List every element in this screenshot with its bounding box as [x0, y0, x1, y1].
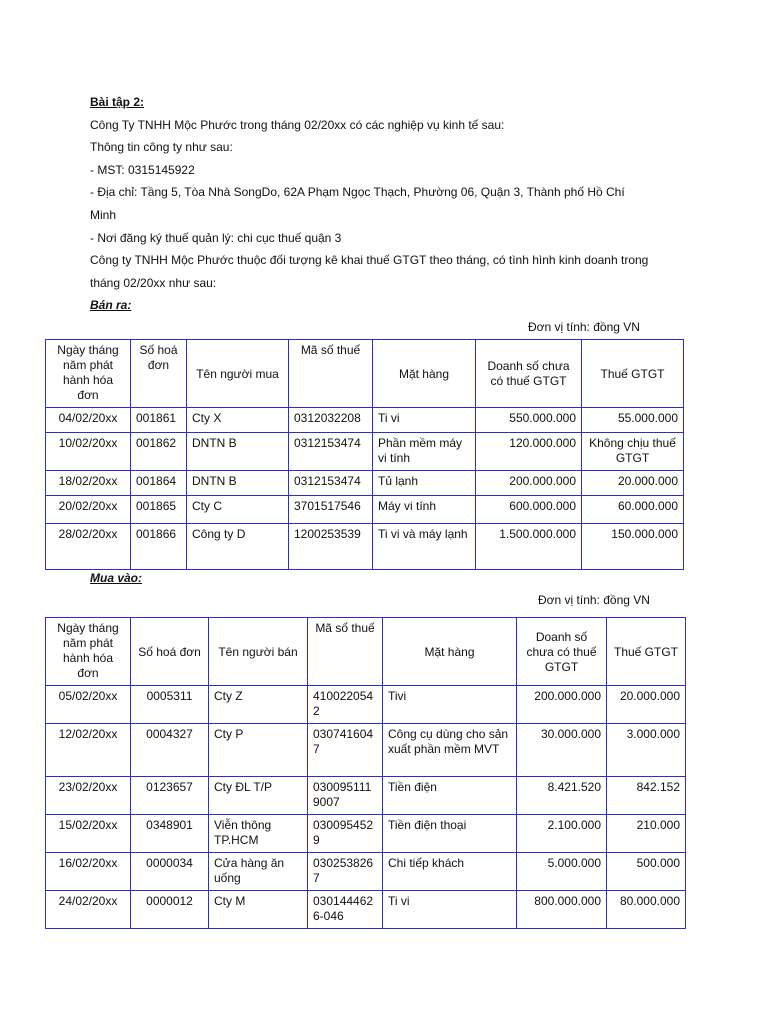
cell-revenue: 120.000.000 — [476, 433, 582, 471]
table-row — [46, 524, 684, 570]
cell-vat: 80.000.000 — [607, 891, 686, 929]
col-taxcode-header: Mã số thuế — [289, 340, 373, 408]
company-info-heading: Thông tin công ty như sau: — [90, 140, 233, 155]
cell-revenue: 30.000.000 — [517, 724, 607, 777]
tax-office-line: - Nơi đăng ký thuế quản lý: chi cục thuế quận 3 — [90, 230, 342, 245]
cell-invoice: 0000034 — [131, 853, 209, 891]
cell-revenue: 8.421.520 — [517, 777, 607, 815]
purchases-section-title: Mua vào: — [90, 571, 143, 585]
cell-seller: Cty M — [209, 891, 308, 929]
cell-taxcode: 0301444626-046 — [308, 891, 383, 929]
cell-date: 16/02/20xx — [46, 853, 131, 891]
address-line-cont: Minh — [90, 207, 117, 222]
cell-item: Ti vi và máy lạnh — [373, 524, 476, 570]
cell-vat: 3.000.000 — [607, 724, 686, 777]
cell-taxcode: 0312153474 — [289, 433, 373, 471]
cell-revenue: 200.000.000 — [476, 471, 582, 496]
cell-vat: 55.000.000 — [582, 408, 684, 433]
cell-invoice: 001864 — [131, 471, 187, 496]
col-taxcode-header: Mã số thuế — [308, 618, 383, 686]
cell-seller: Cty P — [209, 724, 308, 777]
cell-buyer: Công ty D — [187, 524, 289, 570]
declaration-line: Công ty TNHH Mộc Phước thuộc đối tượng kê khai thuế GTGT theo tháng, có tình hình kinh doanh trong — [90, 253, 649, 268]
exercise-title: Bài tập 2: — [90, 95, 145, 109]
cell-vat: 500.000 — [607, 853, 686, 891]
purchases-header-row — [46, 618, 686, 686]
cell-invoice: 001861 — [131, 408, 187, 433]
sales-section-title: Bán ra: — [90, 298, 132, 313]
cell-item: Máy vi tính — [373, 496, 476, 524]
cell-taxcode: 0312153474 — [289, 471, 373, 496]
col-date-header: Ngày tháng năm phát hành hóa đơn — [46, 618, 131, 686]
table-row — [46, 408, 684, 433]
cell-vat: 842.152 — [607, 777, 686, 815]
cell-taxcode: 4100220542 — [308, 686, 383, 724]
table-row — [46, 777, 686, 815]
cell-date: 04/02/20xx — [46, 408, 131, 433]
col-item-header: Mặt hàng — [373, 340, 476, 408]
cell-item: Ti vi — [373, 408, 476, 433]
col-seller-header: Tên người bán — [209, 618, 308, 686]
cell-invoice: 001866 — [131, 524, 187, 570]
cell-revenue: 200.000.000 — [517, 686, 607, 724]
purchases-unit-label: Đơn vị tính: đồng VN — [538, 593, 650, 607]
cell-vat: Không chịu thuế GTGT — [582, 433, 684, 471]
cell-taxcode: 0307416047 — [308, 724, 383, 777]
cell-revenue: 800.000.000 — [517, 891, 607, 929]
cell-item: Tủ lạnh — [373, 471, 476, 496]
cell-item: Công cụ dùng cho sản xuất phần mềm MVT — [383, 724, 517, 777]
col-date-header: Ngày tháng năm phát hành hóa đơn — [46, 340, 131, 408]
cell-seller: Viễn thông TP.HCM — [209, 815, 308, 853]
address-line: - Địa chỉ: Tầng 5, Tòa Nhà SongDo, 62A Phạm Ngọc Thạch, Phường 06, Quận 3, Thành phố Hồ Chí — [90, 185, 625, 200]
col-revenue-header: Doanh số chưa có thuế GTGT — [476, 340, 582, 408]
intro-line: Công Ty TNHH Mộc Phước trong tháng 02/20xx có các nghiệp vụ kinh tế sau: — [90, 117, 505, 132]
cell-buyer: Cty X — [187, 408, 289, 433]
col-invoice-header: Số hoá đơn — [131, 340, 187, 408]
cell-item: Tiền điện thoại — [383, 815, 517, 853]
cell-revenue: 600.000.000 — [476, 496, 582, 524]
sales-table — [45, 339, 684, 570]
tax-code-line: - MST: 0315145922 — [90, 162, 195, 177]
document-intro — [90, 91, 690, 317]
table-row — [46, 496, 684, 524]
cell-date: 24/02/20xx — [46, 891, 131, 929]
cell-invoice: 0123657 — [131, 777, 209, 815]
cell-invoice: 0000012 — [131, 891, 209, 929]
cell-date: 20/02/20xx — [46, 496, 131, 524]
cell-item: Chi tiếp khách — [383, 853, 517, 891]
cell-item: Ti vi — [383, 891, 517, 929]
col-vat-header: Thuế GTGT — [582, 340, 684, 408]
cell-taxcode: 0302538267 — [308, 853, 383, 891]
cell-buyer: DNTN B — [187, 433, 289, 471]
cell-invoice: 0348901 — [131, 815, 209, 853]
cell-vat: 60.000.000 — [582, 496, 684, 524]
cell-date: 10/02/20xx — [46, 433, 131, 471]
purchases-table — [45, 617, 686, 929]
declaration-line-cont: tháng 02/20xx như sau: — [90, 275, 217, 290]
col-revenue-header: Doanh số chưa có thuế GTGT — [517, 618, 607, 686]
cell-revenue: 1.500.000.000 — [476, 524, 582, 570]
cell-vat: 20.000.000 — [582, 471, 684, 496]
col-vat-header: Thuế GTGT — [607, 618, 686, 686]
table-row — [46, 891, 686, 929]
sales-header-row — [46, 340, 684, 408]
cell-date: 18/02/20xx — [46, 471, 131, 496]
cell-date: 23/02/20xx — [46, 777, 131, 815]
cell-vat: 150.000.000 — [582, 524, 684, 570]
cell-date: 12/02/20xx — [46, 724, 131, 777]
col-invoice-header: Số hoá đơn — [131, 618, 209, 686]
cell-taxcode: 1200253539 — [289, 524, 373, 570]
table-row — [46, 471, 684, 496]
col-item-header: Mặt hàng — [383, 618, 517, 686]
cell-buyer: Cty C — [187, 496, 289, 524]
cell-revenue: 5.000.000 — [517, 853, 607, 891]
cell-invoice: 001862 — [131, 433, 187, 471]
cell-vat: 210.000 — [607, 815, 686, 853]
cell-taxcode: 0300954529 — [308, 815, 383, 853]
cell-vat: 20.000.000 — [607, 686, 686, 724]
cell-item: Phần mềm máy vi tính — [373, 433, 476, 471]
cell-revenue: 2.100.000 — [517, 815, 607, 853]
cell-date: 28/02/20xx — [46, 524, 131, 570]
cell-seller: Cty ĐL T/P — [209, 777, 308, 815]
table-row — [46, 815, 686, 853]
cell-invoice: 0005311 — [131, 686, 209, 724]
cell-seller: Cty Z — [209, 686, 308, 724]
cell-invoice: 0004327 — [131, 724, 209, 777]
cell-item: Tiền điện — [383, 777, 517, 815]
table-row — [46, 686, 686, 724]
table-row — [46, 724, 686, 777]
sales-unit-label: Đơn vị tính: đồng VN — [528, 320, 640, 334]
cell-invoice: 001865 — [131, 496, 187, 524]
table-row — [46, 853, 686, 891]
table-row — [46, 433, 684, 471]
cell-date: 05/02/20xx — [46, 686, 131, 724]
cell-revenue: 550.000.000 — [476, 408, 582, 433]
cell-item: Tivi — [383, 686, 517, 724]
col-buyer-header: Tên người mua — [187, 340, 289, 408]
cell-buyer: DNTN B — [187, 471, 289, 496]
cell-seller: Cửa hàng ăn uống — [209, 853, 308, 891]
cell-taxcode: 3701517546 — [289, 496, 373, 524]
cell-taxcode: 0300951119007 — [308, 777, 383, 815]
cell-taxcode: 0312032208 — [289, 408, 373, 433]
cell-date: 15/02/20xx — [46, 815, 131, 853]
